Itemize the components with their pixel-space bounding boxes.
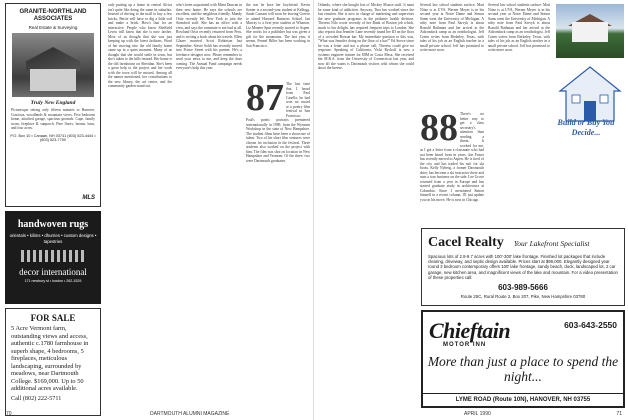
chieftain-logo: Chieftain xyxy=(429,318,511,343)
for-sale-ad[interactable] xyxy=(5,308,101,416)
chieftain-phone: 603-643-2550 xyxy=(564,320,617,330)
for-sale-phone: Call (802) 222-5711 xyxy=(11,394,62,402)
granite-ad-description: Picturesque setting only fifteen minutes to Hanover. Gracious, woodlands & mountain views. Five bedroom home, attached garage, spacious grounds. Cape, family room, fireplace & sunporch. Pine floors, beams, barn, and four acres. xyxy=(11,108,95,130)
decor-international-logo: decor international xyxy=(19,267,87,277)
farmhouse-roof xyxy=(26,47,80,71)
dropcap-87: 87 xyxy=(246,82,284,119)
lakefront-house-wall xyxy=(572,22,608,42)
running-foot-left: DARTMOUTH ALUMNI MAGAZINE xyxy=(150,411,230,417)
page-number-left: 70 xyxy=(6,411,12,417)
cacel-realty-address: Route 25C, Rural Route 2, Box 207, Pike, New Hampshire 03780 xyxy=(460,294,586,300)
article-column-4 xyxy=(246,82,310,408)
granite-ad-subtitle: Real Estate & Surveying xyxy=(28,25,78,30)
farmhouse-photo xyxy=(12,33,94,97)
article-column-3: the son he bore her boyfriend. Kevin Sonier is a second-year student at Kellogg. Sarah Cassani will soon be leaving Greece to attend Harvard Business School. Ian Murray is a first-year student at Wharton. Liz Maneer Spur recently moved to Aspen. She works for a publisher but was given a gift for the mountains. The last year, it seems, Fennel Biller has been working in San Francisco. xyxy=(246,3,310,48)
granite-ad-title: GRANITE-NORTHLAND ASSOCIATES xyxy=(19,9,87,22)
granite-northland-ad[interactable] xyxy=(5,3,101,207)
lakefront-house-photo xyxy=(556,4,624,58)
dropcap-88: 88 xyxy=(420,112,458,149)
handwoven-ad-address: 171 newbury st • boston • 262-1529 xyxy=(24,279,82,283)
cacel-realty-phone: 603-989-5666 xyxy=(498,283,548,293)
article-column-6 xyxy=(420,112,484,224)
chieftain-motor-inn-ad[interactable] xyxy=(421,310,625,408)
handwoven-ad-bullets: orientals • kilims • dhurries • custom designs • tapestries xyxy=(9,233,97,244)
chieftain-tagline: More than just a place to spend the night... xyxy=(427,354,619,384)
mls-logo: MLS xyxy=(82,195,95,201)
article-column-8: Several law school students surface: Matt Nitze is at UVA, Werner Meyer is in his second year at Notre Dame and Simon Sams went the University of Michigan. A nifty note from Paul Sarvyk is about Ronald Rathman and her arrival at the Adirondack camp as an ornithologist. Jeff Green writes from Berkeley, Texas, with tales of his job as an English teacher in a small private school. Jeff has promised to write more soon. xyxy=(488,3,550,52)
granite-ad-caption: Truly New England xyxy=(30,100,76,106)
article-column-1: only putting up a home in central Africa isn't quite like doing the same in suburbia. Instead of driving to the mall to buy a few bricks, Bertie will have to dig a little soil and make a brick. How's that for an interactive. People who know Sheffield Lewis will know that she is now farther. Most of us thought that she was just keeping up with the latest fashions. Word of her moving into the old family home came up in a quiet moment. Many of us thought that she would settle in town, but she's taken to the hills instead. Her home is the old farmhouse on Sheridan. She's been a great help to the project and her work with the town will be missed. Among all the names mentioned, her contributions to the new library, the art center, and the community garden stand out. xyxy=(108,3,172,88)
handwoven-ad-title: handwoven rugs xyxy=(17,219,89,230)
cacel-realty-body: Spacious lots of 2.8-9.7 acres with 100'-300' lake frontage. Finished lot packages that include clearing, driveway, and septic design available. Prices start at $99,000. Elegantly designed year round 3 bedroom contemporary offers 100' lake frontage, sandy beach, dock, landscaped lot, 2 car garage, new kitchen area, and magnificent views of the lake and mountain. For a video presentation of these properties call: xyxy=(428,254,618,280)
farmhouse-wall xyxy=(30,69,76,91)
rug-pattern-graphic xyxy=(21,250,85,262)
right-page xyxy=(314,0,628,420)
chieftain-motor-inn-label: MOTOR INN xyxy=(443,342,487,348)
for-sale-body: 5 Acre Vermont farm, outstanding views and access, authentic c.1780 farmhouse in superb shape, 4 bedrooms, 5 fireplaces, meticulous landscaping, surrounded by meadows, near Dartmouth College. $169,000. Up to 50 additional acres available. xyxy=(11,325,89,392)
article-column-2: who's been acquainted with Mimi Duncan in their new home. He says the schools are excellent, and the neighbors friendly. Mandy Ortiz recently left New York to join the Stamford staff. She has an office with a view, and says the commute is not bad at all. Rowland Ortiz recently returned from Peru, and is writing a book about his travels. Ellen Glazer married Scott Robinson last September. Stevie Soldi has recently moved into Prince Street with his partner. He's a freelance designer now. Please remember to send your news to me, and keep the dues coming. The Annual Fund campaign needs everyone's help this year. xyxy=(176,3,242,70)
granite-ad-contact: P.O. Box 10 • Canaan, NH 03741 (603) 523-4444 • (603) 523-7750 xyxy=(10,133,96,143)
article-column-4-text: The last time that I heard from Paul Casella, he had won an award at a poetry film festival in San Francisco. Paul's poetic portraits premiered internationally in 1989, from the Wynsum Workshop in the state of New Hampshire. The student films have been a showcase of talent. Two of his short film ventures were chosen for inclusion in the festival. Three students also worked on the project with him. The film was shot on location in New Hampshire and Vermont. Of the three, two were Dartmouth graduates. xyxy=(246,82,310,163)
running-foot-right: APRIL 1990 xyxy=(464,411,491,417)
for-sale-title: FOR SALE xyxy=(30,313,76,323)
cacel-realty-tagline: Your Lakefront Specialist xyxy=(513,239,590,248)
page-number-right: 71 xyxy=(616,411,622,417)
build-or-buy-text: Build or Buy You Decide... xyxy=(557,118,615,137)
cacel-realty-ad[interactable] xyxy=(421,228,625,306)
article-column-5: Orlando, where she bought lots of Mickey Mouse stuff. It must be some kind of addiction. Anyway, Tina has worked since the last reunion. She is now in charge of marketing and supervises the new graduate programs in the pediatric health division. Theresa Nilo wrote recently of her Bank of Boston job which, much to her delight, has required frequent trips to London. She also reports that Jennifer Lane recently found her ID on the floor of a crowded Boston bar. My immediate question to this was, "What was Jennifer doing on the floor of a bar?" Ed Stowe since he was a letter and not a phone call, Theresa could give no response. Speaking of California, Vicki Ryckoff is now a systems engineer trainee for IBM in Costa Mesa. She received her M.B.A. from the University of Connecticut last year, and now all she wants is Dartmouth visitors with whom she could shoot the breeze. xyxy=(318,3,414,70)
article-column-6-text: There's no better way to get a class secretary's attention than sending a threat. It worked for me, as I got a letter from a classmate who had not been heard from in years. Jon Fraser has recently moved to Aspen. He is tired of the city and has traded his suit for ski boots. Kelly Nyberg, a former Dartmouth skier, has become a ski instructor there and runs a tour business on the side. Lee Grove returned from a year in Europe and has started graduate study in architecture at Columbia. Since I mentioned Simon himself in a recent column, I'll just update you on his move. He is now in Chicago. xyxy=(420,112,484,202)
cacel-realty-logo: Cacel Realty xyxy=(428,235,504,250)
chieftain-address-bar: LYME ROAD (Route 10N), HANOVER, NH 03755 xyxy=(423,393,623,406)
handwoven-rugs-ad[interactable] xyxy=(5,211,101,304)
article-column-7: Several law school students surface: Matt Nitze is at UVA, Werner Meyer is in his second year at Notre Dame and Simon Sams went the University of Michigan. A nifty note from Paul Sarvyk is about Ronald Rathman and her arrival at the Adirondack camp as an ornithologist. Jeff Green writes from Berkeley, Texas, with tales of his job as an English teacher in a small private school. Jeff has promised to write more soon. xyxy=(420,3,484,52)
